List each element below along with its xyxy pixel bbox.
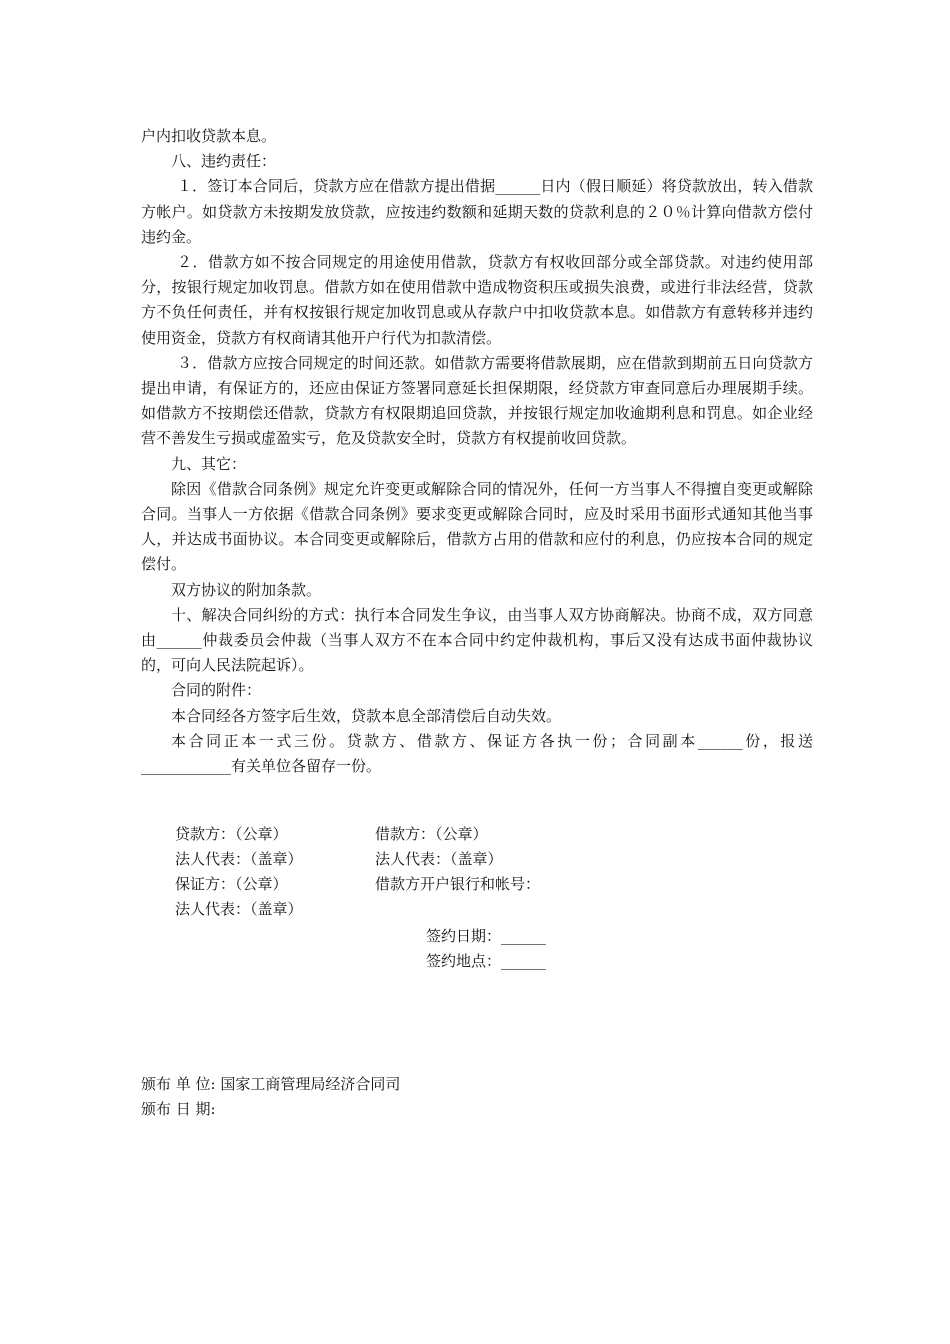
guarantor-seal-label: 保证方：（公章） — [175, 875, 288, 893]
clause-9-text: 除因《借款合同条例》规定允许变更或解除合同的情况外，任何一方当事人不得擅自变更或解除合同。当事人一方依据《借款合同条例》要求变更或解除合同时，应及时采用书面形式通知其他当事人，并达成书面协议。本合同变更或解除后，借款方占用的借款和应付的利息，仍应按本合同的规定偿付。 — [141, 479, 813, 574]
sign-date-label: 签约日期：______ — [426, 927, 547, 945]
lender-seal-label: 贷款方：（公章） — [175, 825, 288, 843]
effectiveness-clause: 本合同经各方签字后生效，贷款本息全部清偿后自动失效。 — [171, 706, 562, 725]
guarantor-rep-label: 法人代表：（盖章） — [175, 900, 303, 918]
issuer-line: 颁布 单 位: 国家工商管理局经济合同司 — [141, 1075, 401, 1093]
clause-8-2: ２．借款方如不按合同规定的用途使用借款，贷款方有权收回部分或全部贷款。对违约使用部分，按银行规定加收罚息。借款方如在使用借款中造成物资积压或损失浪费，或进行非法经营，贷款方不负任何责任，并有权按银行规定加收罚息或从存款户中扣收贷款本息。如借款方有意转移并违约使用资金，贷款方有权商请其他开户行代为扣款清偿。 — [141, 253, 813, 347]
borrower-bank-label: 借款方开户银行和帐号： — [375, 875, 541, 893]
sign-place-label: 签约地点：______ — [426, 952, 547, 970]
section-heading-breach: 八、违约责任： — [171, 152, 277, 171]
paragraph-continuation: 户内扣收贷款本息。 — [141, 127, 277, 145]
clause-8-1: １．签订本合同后，贷款方应在借款方提出借据______日内（假日顺延）将贷款放出，转入借款方帐户。如贷款方未按期发放贷款，应按违约数额和延期天数的贷款利息的２０％计算向借款方偿付违约金。 — [141, 177, 813, 246]
attachments-heading: 合同的附件： — [171, 681, 262, 700]
borrower-rep-label: 法人代表：（盖章） — [375, 850, 503, 868]
contract-body — [141, 124, 813, 779]
lender-rep-label: 法人代表：（盖章） — [175, 850, 303, 868]
copies-clause: 本合同正本一式三份。贷款方、借款方、保证方各执一份；合同副本______份，报送____________有关单位各留存一份。 — [141, 731, 813, 776]
additional-terms: 双方协议的附加条款。 — [171, 580, 322, 599]
section-dispute-resolution: 十、解决合同纠纷的方式：执行本合同发生争议，由当事人双方协商解决。协商不成，双方同意由______仲裁委员会仲裁（当事人双方不在本合同中约定仲裁机构，事后又没有达成书面仲裁协议的，可向人民法院起诉）。 — [141, 605, 813, 675]
section-heading-other: 九、其它： — [171, 454, 247, 473]
issue-date-line: 颁布 日 期: — [141, 1100, 216, 1118]
borrower-seal-label: 借款方：（公章） — [375, 825, 488, 843]
clause-8-3: ３．借款方应按合同规定的时间还款。如借款方需要将借款展期，应在借款到期前五日向贷款方提出申请，有保证方的，还应由保证方签署同意延长担保期限，经贷款方审查同意后办理展期手续。如借款方不按期偿还借款，贷款方有权限期追回贷款，并按银行规定加收逾期利息和罚息。如企业经营不善发生亏损或虚盈实亏，危及贷款安全时，贷款方有权提前收回贷款。 — [141, 353, 813, 448]
